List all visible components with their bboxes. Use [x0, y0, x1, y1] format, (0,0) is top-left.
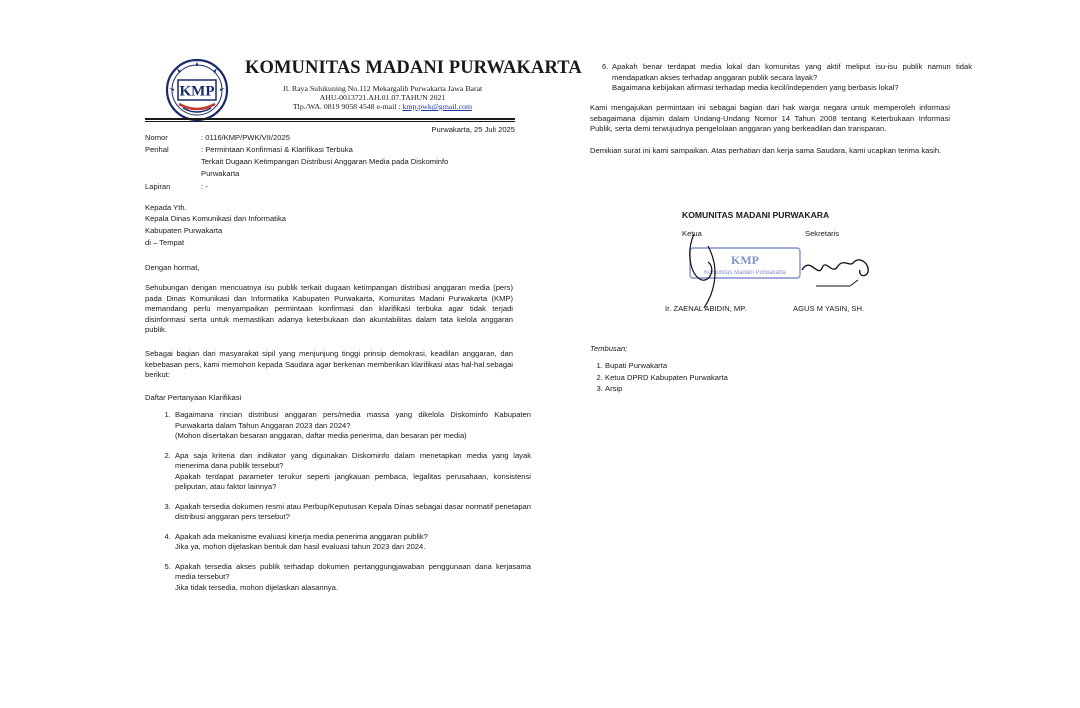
list-item	[173, 451, 531, 493]
signatory-name-secretary: AGUS M YASIN, SH.	[793, 304, 865, 313]
recipient-line: Kepada Yth.	[145, 203, 187, 212]
letter-date: Purwakarta, 25 Juli 2025	[431, 125, 515, 134]
letterhead	[165, 58, 582, 122]
signatory-name-chair: Ir. ZAENAL ABIDIN, MP.	[665, 304, 747, 313]
question-note: Jika ya, mohon dijelaskan bentuk dan hasil evaluasi tahun 2023 dan 2024.	[175, 542, 426, 551]
stamp-and-signatures	[682, 229, 882, 312]
recipient-line: di – Tempat	[145, 238, 185, 247]
list-item: 1. Bupati Purwakarta	[605, 360, 728, 372]
paragraph-closing: Demikian surat ini kami sampaikan. Atas perhatian dan kerja sama Saudara, kami ucapkan terima kasih.	[590, 146, 942, 155]
question-note: Bagaimana kebijakan afirmasi terhadap media kecil/independen yang berbasis lokal?	[612, 83, 899, 92]
paragraph-intro: Sehubungan dengan mencuatnya isu publik terkait dugaan ketimpangan distribusi anggaran media (pers) pada Dinas Komunikasi dan Informatika Kabupaten Purwakarta, Komunitas Madani Purwakarta (KMP) memandang perlu menyampaikan permintaan konfirmasi dan klarifikasi terbuka agar tidak terjadi disinformasi serta untuk memastikan adanya keterbukaan dan akuntabilitas dalam tata kelola anggaran publik.	[145, 283, 513, 334]
list-item: 2. Ketua DPRD Kabupaten Purwakarta	[605, 372, 728, 384]
organization-name: KOMUNITAS MADANI PURWAKARTA	[245, 58, 582, 78]
meta-value: Terkait Dugaan Ketimpangan Distribusi Anggaran Media pada Diskominfo	[201, 157, 449, 166]
questions-list-continued	[590, 62, 972, 94]
letterhead-rule	[145, 118, 515, 120]
question-note: Apakah terdapat parameter terukur seperti jangkauan pembaca, legalitas perusahaan, konsistensi peliputan, atau faktor lainnya?	[175, 471, 531, 491]
recipient-line: Kepala Dinas Komunikasi dan Informatika	[145, 214, 286, 223]
signature-role-chair: Ketua	[682, 229, 702, 238]
question-text: Apakah benar terdapat media lokal dan komunitas yang aktif meliput isu-isu publik namun tidak mendapatkan akses terhadap anggaran publik secara layak?	[612, 62, 972, 82]
recipient-line: Kabupaten Purwakarta	[145, 226, 223, 235]
meta-value: : -	[201, 182, 208, 191]
question-note: (Mohon disertakan besaran anggaran, daftar media penerima, dan besaran per media)	[175, 431, 467, 440]
question-text: 4. Apakah ada mekanisme evaluasi kinerja media penerima anggaran publik?	[175, 531, 428, 541]
list-item: 3. Arsip	[605, 383, 728, 395]
list-item	[173, 410, 531, 442]
meta-key: Nomor	[145, 133, 168, 142]
paragraph-request: Sebagai bagian dari masyarakat sipil yang menjunjung tinggi prinsip demokrasi, keadilan anggaran, dan kebebasan pers, kami memohon kepada Saudara agar berkenan memberikan klarifikasi atas hal-hal sebagai berikut:	[145, 349, 513, 379]
organization-address: Jl. Raya Sulukuning No.112 Mekargalih Purwakarta Jawa Barat	[282, 84, 483, 93]
letter-page-2	[590, 0, 972, 708]
greeting: Dengan hormat,	[145, 263, 200, 272]
meta-value: Purwakarta	[201, 169, 240, 178]
list-item	[602, 62, 972, 94]
logo-text: KMP	[179, 83, 215, 100]
list-item	[173, 532, 531, 553]
meta-value: : Permintaan Konfirmasi & Klarifikasi Terbuka	[201, 145, 353, 154]
meta-key: Perihal	[145, 145, 169, 154]
cc-list	[590, 360, 728, 395]
signature-org: KOMUNITAS MADANI PURWAKARA	[682, 210, 830, 220]
question-text: 5. Apakah tersedia akses publik terhadap dokumen pertanggungjawaban penggunaan dana kerjasama media tersebut?	[175, 561, 531, 581]
cc-heading: Tembusan;	[590, 344, 628, 353]
organization-contact	[275, 102, 490, 111]
organization-ahu: AHU-0013721.AH.01.07.TAHUN 2021	[319, 93, 446, 102]
email-link[interactable]: kmp.pwk@gmail.com	[402, 102, 473, 111]
meta-key: Lapiran	[145, 182, 171, 191]
paragraph-legal-basis: Kami mengajukan permintaan ini sebagai bagian dari hak warga negara untuk memperoleh informasi sebagaimana dijamin dalam Undang-Undang Nomor 14 Tahun 2008 tentang Keterbukaan Informasi Publik, serta demi terwujudnya pengelolaan anggaran yang berkeadilan dan transparan.	[590, 103, 950, 133]
stamp-subtext: Komunitas Madani Purwakarta	[704, 270, 786, 276]
kmp-logo	[165, 58, 229, 122]
question-note: Jika tidak tersedia, mohon dijelaskan alasannya.	[175, 582, 338, 592]
list-item	[173, 502, 531, 523]
question-text: 2. Apa saja kriteria dan indikator yang digunakan Diskominfo dalam menetapkan media yang layak menerima dana publik tersebut?	[175, 450, 531, 470]
questions-heading: Daftar Pertanyaan Klarifikasi	[145, 393, 242, 402]
question-number: 6.	[602, 62, 609, 71]
stamp-text: KMP	[731, 253, 759, 267]
list-item	[173, 562, 531, 594]
meta-value: : 0116/KMP/PWK/VII/2025	[201, 133, 290, 142]
letterhead-rule-thin	[145, 121, 515, 122]
letter-page-1	[145, 0, 582, 708]
question-text: 1. Bagaimana rincian distribusi anggaran pers/media massa yang dikelola Diskominfo Kabupaten Purwakarta dalam Tahun Anggaran 2023 dan 2024?	[175, 410, 531, 430]
questions-list	[155, 410, 531, 602]
question-text: 3. Apakah tersedia dokumen resmi atau Perbup/Keputusan Kepala Dinas sebagai dasar normatif penetapan distribusi anggaran pers tersebut?	[175, 501, 531, 521]
signature-role-secretary: Sekretaris	[805, 229, 840, 238]
contact-phone: Tlp./WA. 0819 9058 4548 e-mail :	[292, 102, 403, 111]
